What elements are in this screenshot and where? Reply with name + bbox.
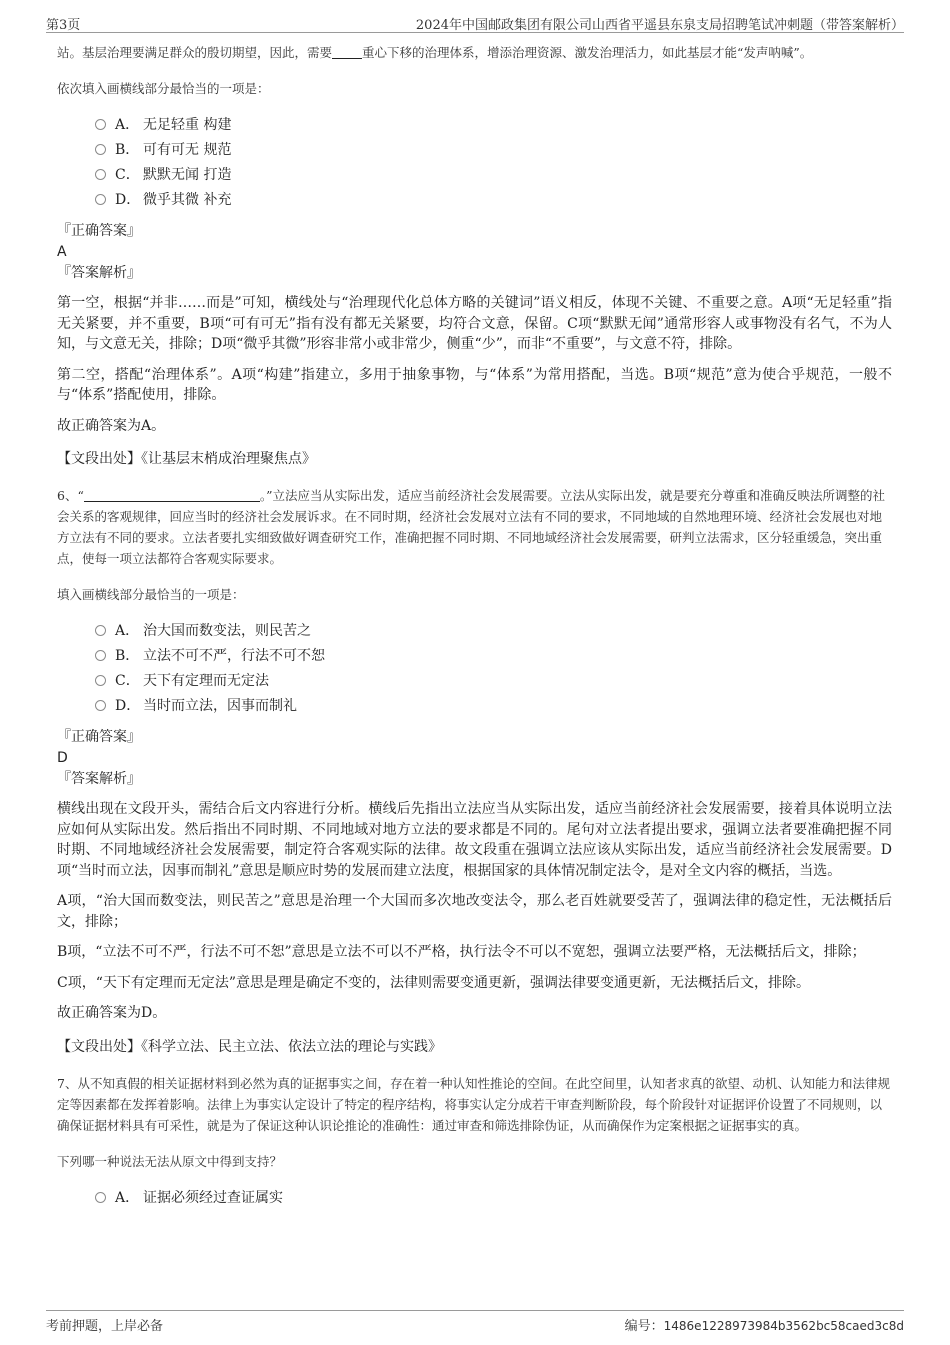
q5-analysis-title: 『答案解析』 (57, 264, 141, 281)
q6-analysis-p3: B项，“立法不可不严，行法不可不恕”意思是立法不可以不严格，执行法令不可以不宽恕，强调立法要严格，无法概括后文，排除； (57, 944, 866, 960)
q6-option-c[interactable]: C． 天下有定理而无定法 (95, 669, 892, 694)
q7-stem: 7、从不知真假的相关证据材料到必然为真的证据事实之间，存在着一种认知性推论的空间。在此空间里，认知者求真的欲望、动机、认知能力和法律规定等因素都在发挥着影响。法律上为事实认定设计了特定的程序结构，将事实认定分成若干审查判断阶段，每个阶段针对证据评价设置了不同规则，以确保证据材料具有可采性，就是为了保证这种认识论推论的准确性：通过审查和筛选排除伪证，从而确保作为定案根据之证据事实的真。 (57, 1075, 890, 1133)
radio-circle-icon[interactable] (95, 625, 106, 636)
radio-circle-icon[interactable] (95, 700, 106, 711)
radio-circle-icon[interactable] (95, 675, 106, 686)
q5-source: 【文段出处】《让基层末梢成治理聚焦点》 (57, 451, 316, 467)
q6-analysis-p1: 横线出现在文段开头，需结合后文内容进行分析。横线后先指出立法应当从实际出发，适应当前经济社会发展需要，接着具体说明立法应如何从实际出发。然后指出不同时期、不同地域对地方立法的要求都是不同的。尾句对立法者提出要求，强调立法者要准确把握不同时期、不同地域经济社会发展需要，制定符合客观实际的法律。故文段重在强调立法应该从实际出发，适应当前经济社会发展需要。D项“当时而立法，因事而制礼”意思是顺应时势的发展而建立法度，根据国家的具体情况制定法令，是对全文内容的概括，当选。 (57, 801, 892, 879)
fill-blank (332, 46, 362, 59)
q6-options (95, 619, 892, 719)
page-number: 第3页 (46, 18, 81, 33)
fill-blank (84, 489, 260, 502)
q7-options (95, 1186, 892, 1211)
q5-stem: 站。基层治理要满足群众的殷切期望，因此，需要 重心下移的治理体系，增添治理资源、激发治理活力，如此基层才能“发声呐喊”。 (57, 45, 813, 60)
radio-circle-icon[interactable] (95, 650, 106, 661)
q5-option-d[interactable]: D． 微乎其微 补充 (95, 188, 892, 213)
q5-analysis-p3: 故正确答案为A。 (57, 417, 166, 434)
q6-analysis-p4: C项，“天下有定理而无定法”意思是理是确定不变的，法律则需要变通更新，强调法律要变通更新，无法概括后文，排除。 (57, 974, 811, 991)
q6-option-a[interactable]: A． 治大国而数变法，则民苦之 (95, 619, 892, 644)
q5-answer: A (57, 243, 67, 260)
q5-analysis-p1: 第一空，根据“并非……而是”可知，横线处与“治理现代化总体方略的关键词”语义相反，体现不关键、不重要之意。A项“无足轻重”指无关紧要，并不重要，B项“可有可无”指有没有都无关紧要，均符合文意，保留。C项“默默无闻”通常形容人或事物没有名气，不为人知，与文意无关，排除；D项“微乎其微”形容非常小或非常少，侧重“少”，而非“不重要”，与文意不符，排除。 (57, 295, 892, 352)
q6-source: 【文段出处】《科学立法、民主立法、依法立法的理论与实践》 (57, 1038, 442, 1055)
document-code: 编号：1486e1228973984b3562bc58caed3c8d (624, 1319, 904, 1334)
page-header (46, 10, 904, 33)
page-footer (46, 1310, 904, 1335)
q6-answer-title: 『正确答案』 (57, 729, 141, 745)
radio-circle-icon[interactable] (95, 119, 106, 130)
q5-option-a[interactable]: A． 无足轻重 构建 (95, 113, 892, 138)
q7-prompt: 下列哪一种说法无法从原文中得到支持？ (57, 1153, 283, 1169)
q5-option-b[interactable]: B． 可有可无 规范 (95, 138, 892, 163)
q5-answer-title: 『正确答案』 (57, 223, 141, 239)
q6-answer: D (57, 749, 68, 766)
radio-circle-icon[interactable] (95, 1192, 106, 1203)
footer-slogan: 考前押题，上岸必备 (46, 1319, 164, 1334)
page-content (57, 42, 892, 1211)
q6-option-d[interactable]: D． 当时而立法，因事而制礼 (95, 694, 892, 719)
q5-analysis-p2: 第二空，搭配“治理体系”。A项“构建”指建立，多用于抽象事物，与“体系”为常用搭配，当选。B项“规范”意为使合乎规范，一般不与“体系”搭配使用，排除。 (57, 366, 892, 403)
q6-option-b[interactable]: B． 立法不可不严，行法不可不恕 (95, 644, 892, 669)
q7-option-a[interactable]: A． 证据必须经过查证属实 (95, 1186, 892, 1211)
radio-circle-icon[interactable] (95, 144, 106, 155)
radio-circle-icon[interactable] (95, 169, 106, 180)
q6-prompt: 填入画横线部分最恰当的一项是： (57, 587, 245, 602)
q5-options (95, 113, 892, 213)
q6-analysis-title: 『答案解析』 (57, 770, 141, 787)
document-title: 2024年中国邮政集团有限公司山西省平遥县东泉支局招聘笔试冲刺题（带答案解析） (415, 18, 904, 33)
q6-analysis-p2: A项，“治大国而数变法，则民苦之”意思是治理一个大国而多次地改变法令，那么老百姓就要受苦了，强调法律的稳定性，无法概括后文，排除； (57, 893, 892, 930)
radio-circle-icon[interactable] (95, 194, 106, 205)
q5-option-c[interactable]: C． 默默无闻 打造 (95, 163, 892, 188)
q6-analysis-p5: 故正确答案为D。 (57, 1005, 167, 1021)
q6-stem: 6、“ 。”立法应当从实际出发，适应当前经济社会发展需要。立法从实际出发，就是要充分尊重和准确反映法所调整的社会关系的客观规律，回应当时的经济社会发展诉求。在不同时期，经济社会发展对立法有不同的要求，不同地域的自然地理环境、经济社会发展也对地方立法有不同的要求。立法者要扎实细致做好调查研究工作，准确把握不同时期、不同地域经济社会发展需要，研判立法需求，区分轻重缓急，突出重点，使每一项立法都符合客观实际要求。 (57, 488, 885, 566)
q5-prompt: 依次填入画横线部分最恰当的一项是： (57, 81, 270, 96)
